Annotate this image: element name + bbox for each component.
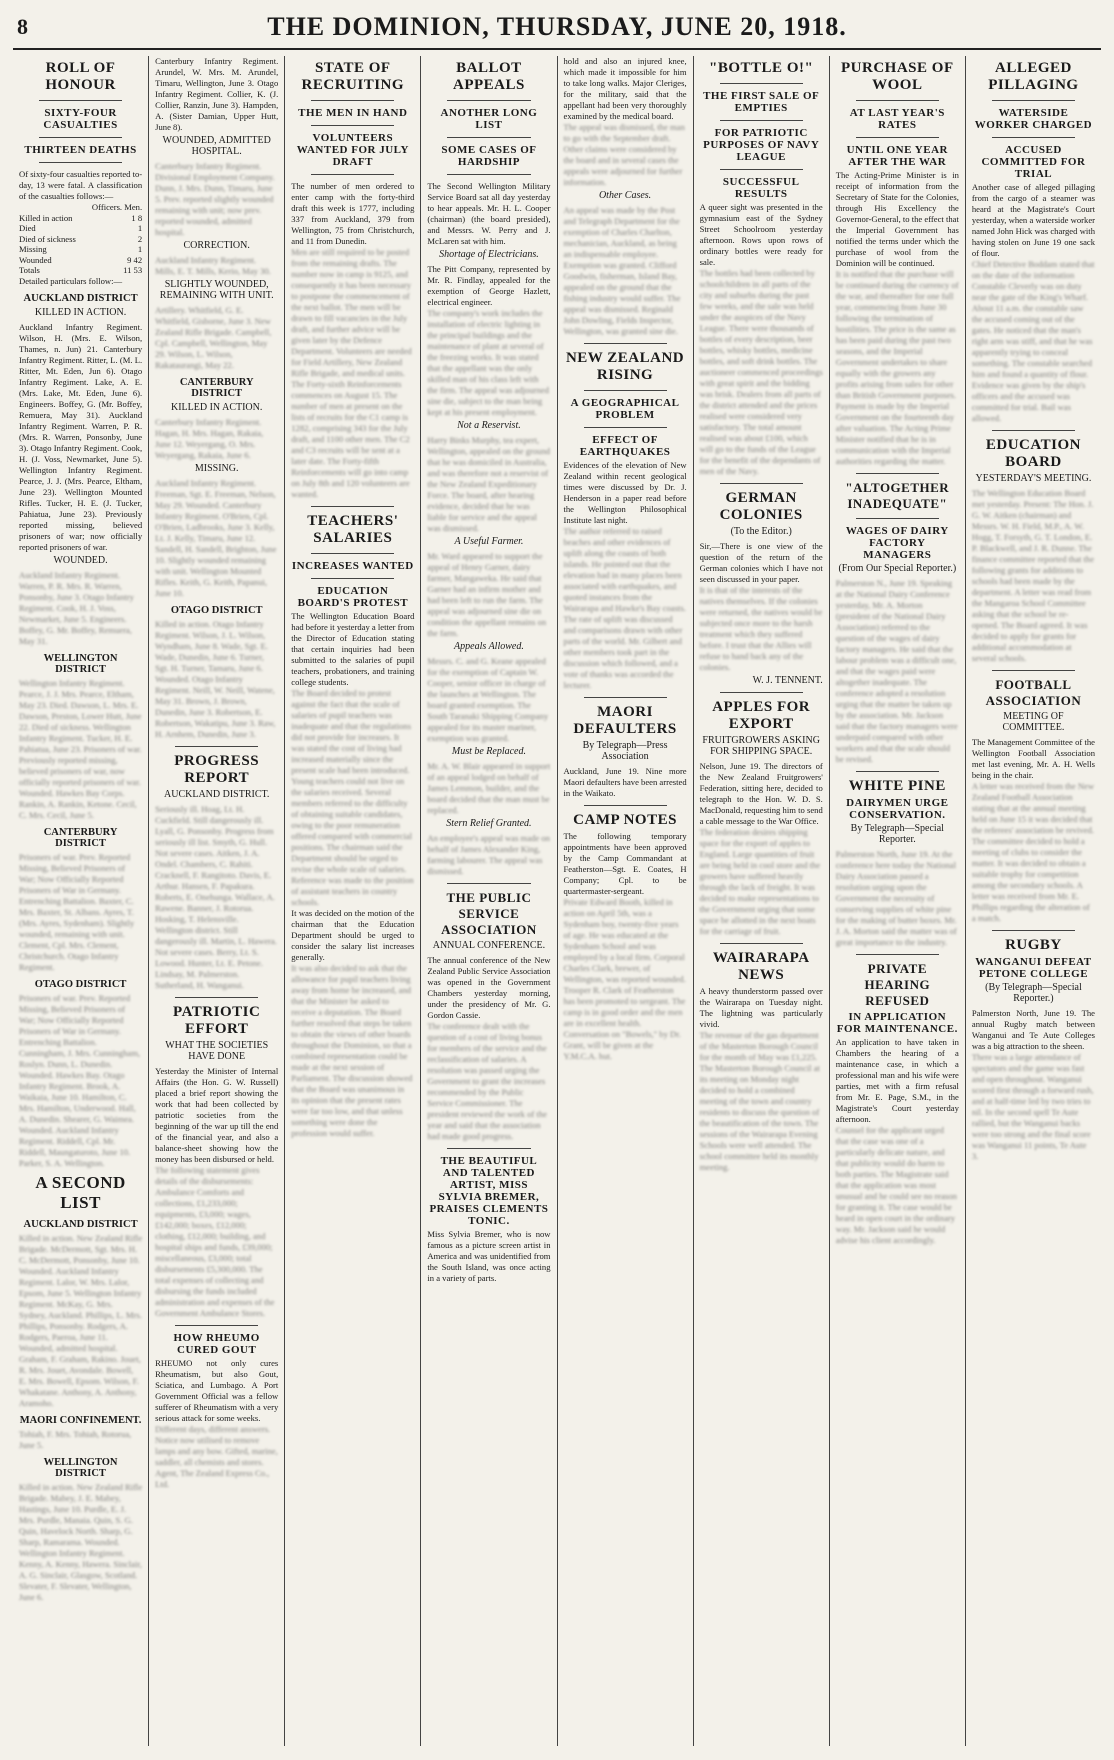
page-number: 8 bbox=[17, 14, 28, 39]
second-list-heading: A SECOND LIST bbox=[35, 1172, 126, 1212]
ballot-appeals-heading: BALLOT APPEALS bbox=[453, 60, 525, 93]
rugby-sub2: (By Telegraph—Special Reporter.) bbox=[985, 982, 1082, 1004]
deaths-subheading: THIRTEEN DEATHS bbox=[24, 144, 137, 156]
maori-defaulters-heading: MAORI DEFAULTERS bbox=[573, 704, 677, 737]
shortage-text: The Pitt Company, represented by Mr. R. Findlay, appealed for the exemption of George Hazlett, electrical engineer. bbox=[427, 264, 551, 307]
private-hearing-heading: PRIVATE HEARING REFUSED bbox=[864, 961, 931, 1008]
increases-wanted-sub: INCREASES WANTED bbox=[291, 560, 414, 572]
district-heading: WELLINGTON DISTRICT bbox=[43, 652, 118, 675]
pillaging-text: Another case of alleged pillaging from the cargo of a steamer was heard at the Magistrate's Court yesterday, when a waterside worker named John Hick was charged with having stolen on June 19 one sack of flour. bbox=[971, 182, 1095, 258]
table-row: Wounded 9 42 bbox=[19, 254, 143, 265]
casualty-table bbox=[19, 202, 142, 276]
roll-of-honour-heading: ROLL OF HONOUR bbox=[45, 60, 116, 93]
rugby-heading: RUGBY bbox=[1005, 937, 1062, 953]
sylvia-bremer-heading: THE BEAUTIFUL AND TALENTED ARTIST, MISS SYLVIA BREMER, PRAISES CLEMENTS TONIC. bbox=[429, 1155, 549, 1227]
education-board-sub: YESTERDAY'S MEETING. bbox=[975, 473, 1092, 484]
rugby-text: Palmerston North, June 19. The annual Rugby match between Wanganui and Te Aute Colleges was a big attraction to the sheen. bbox=[971, 1008, 1095, 1051]
men-in-hand-sub: THE MEN IN HAND bbox=[298, 107, 408, 119]
german-colonies-text: Sir,—There is one view of the question of the return of the German colonies which I have not seen discussed in your paper. bbox=[699, 541, 823, 584]
wairarapa-news-text: A heavy thunderstorm passed over the Wairarapa on Tuesday night. The lightning was particularly vivid. bbox=[699, 986, 823, 1029]
not-reservist-sub: Not a Reservist. bbox=[457, 420, 521, 431]
nz-rising-text: Evidences of the elevation of New Zealand within recent geological times were discussed by Dr. J. Henderson in a paper read before the Wellington Philosophical Institute last night. bbox=[563, 460, 687, 525]
football-association-heading: FOOTBALL ASSOCIATION bbox=[985, 677, 1082, 708]
shortage-sub: Shortage of Electricians. bbox=[439, 249, 539, 260]
german-colonies-heading: GERMAN COLONIES bbox=[719, 490, 803, 523]
table-row: Killed in action 1 8 bbox=[19, 212, 143, 223]
missing-heading: MISSING. bbox=[194, 463, 239, 474]
sylvia-bremer-text: Miss Sylvia Bremer, who is now famous as a picture screen artist in America and was unidentified from the South Island, was once acting in a variety of parts. bbox=[427, 1229, 551, 1283]
last-years-rates-sub: AT LAST YEAR'S RATES bbox=[849, 107, 945, 131]
casualties-subheading: SIXTY-FOUR CASUALTIES bbox=[43, 107, 118, 131]
progress-report-heading: PROGRESS REPORT bbox=[174, 753, 260, 786]
volunteers-sub: VOLUNTEERS WANTED FOR JULY DRAFT bbox=[296, 132, 409, 168]
patriotic-effort-heading: PATRIOTIC EFFORT bbox=[173, 1004, 261, 1037]
column-5: hold and also an injured knee, which made it impossible for him to take long walks. Major Cleriges, for the military, said that the appellant had been very thoroughly examined by the medical board. The appeal was dismissed, the man to go with the September draft. Other claims were considered by the board and in several cases the appeals were adjourned for further information. Other Cases. An appeal was made by the Post and Telegraph Department for the exemption of Charles Charlton, mechanician, Auckland, as being an indispensable employee. Exemption was granted. Clifford Goodwin, fisherman, Island Bay, appealed on the ground that the fishing industry would suffer. The appeal was dismissed. Reginald John Dowling, Fields Inspector, Wellington, was granted sine die. NEW ZEALAND RISING A GEOGRAPHICAL PROBLEM EFFECT OF EARTHQUAKES Evidences of the elevation of New Zealand within recent geological times were discussed by Dr. J. Henderson in a paper read before the Wellington Philosophical Institute last night. The author referred to raised beaches and other evidences of uplift along the coasts of both islands. He pointed out that the elevation had in many places been associated with earthquakes, and quoted instances from the Wairarapa and Hawke's Bay coasts. The rate of uplift was discussed and comparisons drawn with other parts of the world. Mr. Gilbert and other members took part in the discussion which followed, and a vote of thanks was accorded the lecturer. MAORI DEFAULTERS By Telegraph—Press Association Auckland, June 19. Nine more Maori defaulters have been arrested in the Waikato. CAMP NOTES The following temporary appointments have been approved by the Camp Commandant at Featherston—Sgt. E. Coates, H Company; Cpl. to be quartermaster-sergeant. Private Edward Booth, killed in action on April 5th, was a Sydenham boy, twenty-five years of age. He was educated at the Sydenham School and was employed by a local firm. Corporal Charles Clark, brewer, of Wellington, was reported wounded. Trooper R. Clark of Featherston has been promoted to sergeant. The camp is in good order and the men are in excellent health. Conversation on "Bowels," by Dr. Grant, will be given at the Y.M.C.A. hut. bbox=[558, 56, 694, 1746]
district-heading: AUCKLAND DISTRICT bbox=[23, 1218, 138, 1230]
column-6: "BOTTLE O!" THE FIRST SALE OF EMPTIES FOR PATRIOTIC PURPOSES OF NAVY LEAGUE SUCCESSFUL RESULTS A queer sight was presented in the gymnasium east of the Sydney Street Schoolroom yesterday afternoon. Rows upon rows of ordinary bottles were ready for sale. The bottles had been collected by schoolchildren in all parts of the city and suburbs during the past few weeks, and the sale was held under the auspices of the Navy League. There were thousands of bottles of every description, beer bottles, whisky bottles, medicine bottles, and soft drink bottles. The auctioneer commenced proceedings with great spirit and the bidding was brisk. Dealers from all parts of the district attended and the prices realised were considered very satisfactory. The total amount realised was about £100, which will go to the funds of the League for the benefit of the dependants of men of the Navy. GERMAN COLONIES (To the Editor.) Sir,—There is one view of the question of the return of the German colonies which I have not seen discussed in your paper. It is that of the interests of the natives themselves. If the colonies were returned, the natives would be subjected once more to the harsh treatment which they suffered before. I trust that the Allies will refuse to hand back any of the colonies. W. J. TENNENT. APPLES FOR EXPORT FRUITGROWERS ASKING FOR SHIPPING SPACE. Nelson, June 19. The directors of the New Zealand Fruitgrowers' Federation, sitting here, decided to telegraph to the Hon. W. D. S. MacDonald, requesting him to send a cable message to the War Office. The federation desires shipping space for the export of apples to England. Large quantities of fruit are being held in cool store and the growers have suffered heavily through the lack of freight. It was decided to make representations to the Government urging that some space be allotted in the next boats for the carriage of fruit. WAIRARAPA NEWS A heavy thunderstorm passed over the Wairarapa on Tuesday night. The lightning was particularly vivid. The revenue of the gas department of the Masterton Borough Council for the month of May was £1,225. The Masterton Borough Council at its meeting on Monday night decided to hold a combined meeting of the town and country residents to discuss the question of the beautification of the town. The sessions of the Wairarapa Evening Schools were well attended. The school committee held its monthly meeting. bbox=[694, 56, 830, 1746]
wairarapa-news-heading: WAIRARAPA NEWS bbox=[712, 950, 810, 983]
useful-farmer-sub: A Useful Farmer. bbox=[454, 536, 524, 547]
special-reporter-sub: (From Our Special Reporter.) bbox=[838, 563, 957, 574]
geographical-problem-sub: A GEOGRAPHICAL PROBLEM bbox=[570, 397, 680, 421]
waterside-worker-sub: WATERSIDE WORKER CHARGED bbox=[974, 107, 1093, 131]
killed-heading: KILLED IN ACTION. bbox=[34, 306, 127, 318]
column-3: STATE OF RECRUITING THE MEN IN HAND VOLUNTEERS WANTED FOR JULY DRAFT The number of men ordered to enter camp with the forty-third draft this week is 1777, including 337 from Auckland, 379 from Wellington, 75 from Christchurch, and 11 from Dunedin. Men are still required to be posted from the remaining drafts. The number now in camp is 9125, and consequently it has been necessary to postpone the commencement of the next ballot. The men will be drawn to fill vacancies in the July draft, and further advice will be given later by the Defence Department. Volunteers are needed for Field Artillery, New Zealand Rifle Brigade, and medical units. The Forty-sixth Reinforcements commences on August 15. The number of men at present on the lists of recruits for the C1 camp is 1282, comprising 343 for the July draft, and 1100 other men. The C2 and C3 recruits will be sent at a later date. The Forty-fifth Reinforcements will go into camp on July 8th and 120 volunteers are wanted. TEACHERS' SALARIES INCREASES WANTED EDUCATION BOARD'S PROTEST The Wellington Education Board had before it yesterday a letter from the Director of Education stating that certain inquiries had been submitted to the salaries of pupil teachers, probationers, and training college students. The Board decided to protest against the fact that the scale of salaries of pupil teachers was inadequate and that the regulations did not provide for increases. It was stated the cost of living had increased materially since the present scale had been introduced. Young teachers could not live on the salaries received. Several members referred to the difficulty of obtaining suitable candidates, owing to the poor remuneration offered compared with commercial positions. The chairman said the Department should be urged to revise the whole scale of salaries. Reference was made to the position of assistant teachers in country schools. It was decided on the motion of the chairman that the Education Department should be urged to consider the salary list increases generally. It was also decided to ask that the allowance for pupil teachers living away from home be increased, and that the Minister be asked to receive a deputation. The Board further resolved that steps be taken to obtain the views of other boards throughout the Dominion, so that a combined representation could be made at the next session of Parliament. The discussion showed that the Board was unanimous in its opinion that the present rates were far too low, and that unless something were done the profession would suffer. bbox=[285, 56, 421, 1746]
casualty-text: Auckland Infantry Regiment. Wilson, H. (Mrs. E. Wilson, Thames, n. Jun) 21. Canterbury Infantry Regiment. Ritter, L. (M. L. Ritter, Mt. Eden, Jun 6). Otago Infantry Regiment. Lake, A. E. (Mrs. Lake, Mt. Eden, June 6). Engineers. Boffey, G. (Mr. Boffey, Remuera, May 31). Auckland Infantry Regiment. Warren, P. R. (Mrs. R. Warren, Ponsonby, June 3). Otago Infantry Regiment. Cook, H. (J. Voss, Newmarket, June 5). Wellington Infantry Regiment. Pearce, J. J. (Mrs. Pearce, Eltham, June 23). Wellington Mounted Rifles. Tucker, H. E. (J. Tucker, Pahiatua, June 23). Previously reported missing, believed prisoners of war; now officially reported prisoners of war. bbox=[19, 321, 143, 552]
navy-league-sub: FOR PATRIOTIC PURPOSES OF NAVY LEAGUE bbox=[703, 127, 820, 163]
table-row: Totals 11 53 bbox=[19, 265, 143, 275]
sale-of-empties-sub: THE FIRST SALE OF EMPTIES bbox=[703, 90, 820, 114]
white-pine-sub2: By Telegraph—Special Reporter. bbox=[850, 823, 944, 845]
altogether-inadequate-heading: "ALTOGETHER INADEQUATE" bbox=[845, 480, 950, 511]
white-pine-sub: DAIRYMEN URGE CONSERVATION. bbox=[846, 797, 949, 821]
alleged-pillaging-heading: ALLEGED PILLAGING bbox=[988, 60, 1079, 93]
table-header: Officers. Men. bbox=[91, 202, 143, 212]
district-heading: OTAGO DISTRICT bbox=[170, 605, 263, 616]
table-row: Died 1 bbox=[19, 223, 143, 233]
apples-export-heading: APPLES FOR EXPORT bbox=[712, 699, 811, 732]
wool-text: The Acting-Prime Minister is in receipt of information from the Secretary of State for the Colonies, through His Excellency the Governor-General, to the effect that the Imperial Government has notified the terms under which the purchase of wool from the Dominion will be continued. bbox=[835, 170, 959, 268]
hardship-sub: SOME CASES OF HARDSHIP bbox=[441, 144, 537, 168]
column-2: Canterbury Infantry Regiment. Arundel, W. Mrs. M. Arundel, Timaru, Wellington, June 3. Otago Infantry Regiment. Collier, K. (J. Collier, Ranzin, June 3). Hampden, A. (Sister Damian, Upper Hutt, June 8). WOUNDED, ADMITTED HOSPITAL. Canterbury Infantry Regiment. Divisional Employment Company. Dunn, J. Mrs. Dunn, Timaru, June 5. Prev. reported slightly wounded remaining with unit; now prev. reported wounded, admitted hospital. CORRECTION. Auckland Infantry Regiment. Mills, E. T. Mills, Kerio, May 30. SLIGHTLY WOUNDED, REMAINING WITH UNIT. Artillery. Whitfield, G. E. Whitfield, Gisborne, June 3. New Zealand Rifle Brigade. Campbell, Cpl. Campbell, Wellington, May 29. Wilson, L. Wilson, Rakataurangi, May 22. CANTERBURY DISTRICT KILLED IN ACTION. Canterbury Infantry Regiment. Hagan, H. Mrs. Hagan, Rakaia, June 12. Weyergang, O. Mrs. Weyergang, Rakaia, June 6. MISSING. Auckland Infantry Regiment. Freeman, Sgt. E. Freeman, Nelson, May 29. Wounded. Canterbury Infantry Regiment. O'Brien, Cpl. O'Brien, Ladbrooks, June 3. Kelly, Lt. J. Kelly, Timaru, June 12. Sandell, H. Sandell, Brighton, June 10. Slightly wounded remaining with unit. Wellington Mounted Rifles. Keith, G. Keith, Papanui, June 10. OTAGO DISTRICT Killed in action. Otago Infantry Regiment. Wilson, J. L. Wilson, Wyndham, June 8. Wade, Sgt. E. Wade, Dunedin, June 6. Turner, Sgt. H. Turner, Tamaru, June 6. Wounded. Otago Infantry Regiment. Neill, W. Neill, Watene, May 31. Brown, J. Brown, Dunedin, June 3. Robertson, E. Robertson, Wakatipu, June 3. Raw, H. Arnhem, Dunedin, June 3. PROGRESS REPORT AUCKLAND DISTRICT. Seriously ill. Hoag, Lt. H. Cuckfield. Still dangerously ill. Lyall, G. Ponsonby. Progress from seriously ill list. Smyth, G. Hull. Not severe cases. Aitken, J. A. Ondel. Chambers, C. Rahiti. Cracknell, F. Rangitoto. Davis, E. Arthur. Hansen, F. Papakura. Roberts, E. Onehunga. Wallace, A. Rawene. Banner, J. Rotorua. Hosking, T. Helensville. Wellington district. Still dangerously ill. Martin, L. Hawera. Not severe cases. Berry, Lt. S. Lowood. Hunter, Lt. E. Petone. Lindsay, M. Palmerston. Sutherland, H. Wanganui. PATRIOTIC EFFORT WHAT THE SOCIETIES HAVE DONE Yesterday the Minister of Internal Affairs (the Hon. G. W. Russell) placed a brief report showing the work that had been collected by patriotic societies from the beginning of the war up till the end of the financial year, and also a balance-sheet showing how the money has been disbursed or held. The following statement gives details of the disbursements: Ambulance Comforts and collections, £1,233,000; equipments, £3,000; wages, £142,000; boxes, £12,000; clothing, £12,000; building, and hospital ships and funds, £39,000; miscellaneous, £3,000; total disbursements £5,300,000. The total expenses of collecting and disbursing the funds included administration and expenses of the Government Ambulance Stores. HOW RHEUMO CURED GOUT RHEUMO not only cures Rheumatism, but also Gout, Sciatica, and Lumbago. A Port Government Official was a fellow sufferer of Rheumatism with a very serious attack for some weeks. Different days, different answers. Notice now utilised to remove lamps and any bow. Gifted, marine, saddler, all chemists and stores. Agent, The Zealand Express Co., Ltd. bbox=[149, 56, 285, 1746]
teachers-salaries-heading: TEACHERS' SALARIES bbox=[307, 513, 399, 546]
must-be-replaced-sub: Must be Replaced. bbox=[451, 746, 526, 757]
table-row: Missing 1 bbox=[19, 244, 143, 254]
bottle-o-heading: "BOTTLE O!" bbox=[709, 60, 814, 76]
private-hearing-text: An application to have taken in Chambers the hearing of a maintenance case, in which a professional man and his wife were parties, met with a firm refusal from Mr. E. Page, S.M., in the Magistrate's Court yesterday afternoon. bbox=[835, 1037, 959, 1124]
masthead-title: THE DOMINION, THURSDAY, JUNE 20, 1918. bbox=[267, 12, 847, 41]
rugby-sub: WANGANUI DEFEAT PETONE COLLEGE bbox=[975, 956, 1092, 980]
german-colonies-sub: (To the Editor.) bbox=[730, 526, 792, 537]
maintenance-sub: IN APPLICATION FOR MAINTENANCE. bbox=[836, 1011, 958, 1035]
earthquakes-sub: EFFECT OF EARTHQUAKES bbox=[579, 434, 671, 458]
annual-conference-sub: ANNUAL CONFERENCE. bbox=[432, 940, 546, 951]
maori-defaulters-text: Auckland, June 19. Nine more Maori defaulters have been arrested in the Waikato. bbox=[563, 766, 687, 798]
rheumo-heading: HOW RHEUMO CURED GOUT bbox=[173, 1332, 260, 1356]
until-after-war-sub: UNTIL ONE YEAR AFTER THE WAR bbox=[846, 144, 948, 168]
district-heading: CANTERBURY DISTRICT bbox=[179, 377, 254, 399]
education-board-heading: EDUCATION BOARD bbox=[985, 437, 1081, 470]
column-1: ROLL OF HONOUR SIXTY-FOUR CASUALTIES THIRTEEN DEATHS Of sixty-four casualties reported to-day, 13 were fatal. A classification of the casualties follows:— Officers. Men. Killed in action 1 8 Died 1 Died of sickness 2 Missing 1 Wounded 9 42 Totals 11 53 Detailed particulars follow:— AUCKLAND DISTRICT KILLED IN ACTION. Auckland Infantry Regiment. Wilson, H. (Mrs. E. Wilson, Thames, n. Jun) 21. Canterbury Infantry Regiment. Ritter, L. (M. L. Ritter, Mt. Eden, Jun 6). Otago Infantry Regiment. Lake, A. E. (Mrs. Lake, Mt. Eden, June 6). Engineers. Boffey, G. (Mr. Boffey, Remuera, May 31). Auckland Infantry Regiment. Warren, P. R. (Mrs. R. Warren, Ponsonby, June 3). Otago Infantry Regiment. Cook, H. (J. Voss, Newmarket, June 5). Wellington Infantry Regiment. Pearce, J. J. (Mrs. Pearce, Eltham, June 23). Wellington Mounted Rifles. Tucker, H. E. (J. Tucker, Pahiatua, June 23). Previously reported missing, believed prisoners of war; now officially reported prisoners of war. WOUNDED. Auckland Infantry Regiment. Warren, P. R. Mrs. R. Warren, Ponsonby, June 3. Otago Infantry Regiment. Cook, H. J. Voss, Newmarket, June 5. Engineers. Boffey, G. Mr. Boffey, Remuera, May 31. WELLINGTON DISTRICT Wellington Infantry Regiment. Pearce, J. J. Mrs. Pearce, Eltham, May 23. Died. Dawson, L. Mrs. E. Dawson, Preston, Lower Hutt, June 22. Died of sickness. Wellington Infantry Regiment. Tucker, H. E. Pahiatua, June 23. Prisoners of war. Previously reported missing, believed prisoners of war, now officially reported prisoners of war. Wounded. Hawkes Bay Corps. Rankin, A. Rankin, Ketone. Cecil, C. Mrs. Cecil, June 5. CANTERBURY DISTRICT Prisoners of war. Prev. Reported Missing, Believed Prisoners of War; Now Officially Reported Prisoners of War in Germany. Entrenching Battalion. Baxter, C. Mrs. Baxter, St. Albans. Ayres, T. (Mrs. Ayres, Sydenham). Slightly wounded, remaining with unit. Clement, Cpl. Mrs. Clement, Christchurch. Otago Infantry Regiment. OTAGO DISTRICT Prisoners of war. Prev. Reported Missing, Believed Prisoners of War; Now Officially Reported Prisoners of War in Germany. Entrenching Battalion. Cunningham, J. Mrs. Cunningham, Roslyn. Dunn, L. Dunedin. Wounded. Hawkes Bay. Otago Infantry Regiment. Brook, A. Waikaia, June 10. Hamilton, C. Mrs. Hamilton, Underwood. Hall, A. Dunedin. Shearer, G. Waimea. Wounded. Auckland Infantry Regiment. Riddell, Cpl. Mr. Riddell, Maungaturoto, June 10. Parker, S. A. Wellington. A SECOND LIST AUCKLAND DISTRICT Killed in action. New Zealand Rifle Brigade. McDermott, Sgt. Mrs. H. C. McDermott, Ponsonby, June 10. Wounded. Auckland Infantry Regiment. Lalor, W. Mrs. Lalor, Epsom, June 5. Wellington Infantry Regiment. McKay, G. Mrs. Sydney, Auckland. Phillips, L. Mrs. Phillips, Ponsonby. Rodgers, A. Rodgers, Paeroa, June 11. Wounded, admitted hospital. Graham, F. Graham, Rakino. Jouet, R. Mrs. Jouet, Avondale. Bowell, E. Mrs. Bowell, Epsom. Wilson, F. Whakatane. Anthony, A. Anthony, Aramoho. MAORI CONFINEMENT. Tohiah, F. Mrs. Tohiah, Rotorua, June 5. WELLINGTON DISTRICT Killed in action. New Zealand Rifle Brigade. Mabey, J. E. Mabey, Hastings, June 10. Purdle, E. J. Mrs. Purdle, Manaia. Quin, S. G. Quin, Havelock North. Sharp, G. Sharp, Ramarama. Wounded. Wellington Infantry Regiment. Kenny, A. Kenny, Hawera. Sinclair, A. G. Sinclair, Glasgow, Scotland. Slevater, F. Slevater, Wellington, June 6. bbox=[13, 56, 149, 1746]
public-service-text: The annual conference of the New Zealand Public Service Association was opened in the Government Chambers yesterday morning, under the presidency of Mr. G. Gordon Cassie. bbox=[427, 955, 551, 1020]
ballot-text-cont: hold and also an injured knee, which made it impossible for him to take long walks. Major Cleriges, for the military, said that the appellant had been very thoroughly examined by the medical board. bbox=[563, 56, 687, 121]
column-8: ALLEGED PILLAGING WATERSIDE WORKER CHARGED ACCUSED COMMITTED FOR TRIAL Another case of alleged pillaging from the cargo of a steamer was heard at the Magistrate's Court yesterday, when a waterside worker named John Hick was charged with having stolen on June 19 one sack of flour. Chief Detective Boddam stated that on the date of the information Constable Cleverly was on duty near the gate of the King's Wharf. About 11 a.m. the constable saw the accused coming out of the gates. He noticed that the man's right arm was stiff, and that he was apparently trying to conceal something. The constable searched him and found a quantity of flour. Evidence was given by the ship's officers and the accused was committed for trial. Bail was allowed. EDUCATION BOARD YESTERDAY'S MEETING. The Wellington Education Board met yesterday. Present: The Hon. J. G. W. Aitken (chairman) and Messrs. W. H. Field, M.P., A. W. Hogg, T. Forsyth, G. T. London, E. P. Blackwell, and J. R. Dunne. The finance committee reported that the following grants for additions to schools had been made by the department. A letter was read from the Mangaroa School Committee asking that the school be re-opened. The Board agreed. It was decided to apply for grants for additional accommodation at several schools. FOOTBALL ASSOCIATION MEETING OF COMMITTEE. The Management Committee of the Wellington Football Association met last evening, Mr. A. H. Wells being in the chair. A letter was received from the New Zealand Football Association stating that at the annual meeting held on June 15 it was decided that the referees' association be revived. The committee decided to hold a meeting of clubs to consider the matter. It was decided to obtain a suitable trophy for competition among the secondary schools. A letter was received from Mr. E. Phillips regarding the alteration of a match. RUGBY WANGANUI DEFEAT PETONE COLLEGE (By Telegraph—Special Reporter.) Palmerston North, June 19. The annual Rugby match between Wanganui and Te Aute Colleges was a big attraction to the sheen. There was a large attendance of spectators and the game was fast and open throughout. Wanganui scored first through a forward rush, and at half-time led by two tries to nil. In the second spell Te Aute rallied, but the Wanganui backs were too strong and the final score was Wanganui 11 points, Te Aute 3. bbox=[971, 60, 1095, 1161]
ballot-text: The Second Wellington Military Service Board sat all day yesterday to hear appeals. Mr. H. L. Cooper (chairman) (the board presided), and Messrs. W. Perry and J. McLaren sat with him. bbox=[427, 181, 551, 246]
committed-for-trial-sub: ACCUSED COMMITTED FOR TRIAL bbox=[981, 144, 1086, 180]
newspaper-page bbox=[7, 0, 1107, 1760]
rheumo-text: RHEUMO not only cures Rheumatism, but also Gout, Sciatica, and Lumbago. A Port Government Official was a fellow sufferer of Rheumatism with a very serious attack for some weeks. bbox=[155, 1358, 279, 1423]
district-heading: CANTERBURY DISTRICT bbox=[43, 826, 118, 849]
camp-notes-text: The following temporary appointments have been approved by the Camp Commandant at Featherston—Sgt. E. Coates, H Company; Cpl. to be quartermaster-sergeant. bbox=[563, 831, 687, 896]
other-cases-sub: Other Cases. bbox=[598, 190, 652, 201]
district-heading: AUCKLAND DISTRICT bbox=[23, 292, 138, 304]
casualty-text-cont: Canterbury Infantry Regiment. Arundel, W. Mrs. M. Arundel, Timaru, Wellington, June 3. Otago Infantry Regiment. Collier, K. (J. Collier, Ranzin, June 3). Hampden, A. (Sister Damian, Upper Hutt, June 8). bbox=[155, 56, 279, 132]
nz-rising-heading: NEW ZEALAND RISING bbox=[565, 350, 685, 383]
killed-heading: KILLED IN ACTION. bbox=[171, 402, 263, 413]
recruiting-text: The number of men ordered to enter camp with the forty-third draft this week is 1777, including 337 from Auckland, 379 from Wellington, 75 from Christchurch, and 11 from Dunedin. bbox=[291, 181, 415, 246]
white-pine-heading: WHITE PINE bbox=[848, 778, 946, 794]
purchase-of-wool-heading: PURCHASE OF WOOL bbox=[841, 60, 954, 93]
long-list-sub: ANOTHER LONG LIST bbox=[440, 107, 538, 131]
column-7: PURCHASE OF WOOL AT LAST YEAR'S RATES UNTIL ONE YEAR AFTER THE WAR The Acting-Prime Minister is in receipt of information from the Secretary of State for the Colonies, through His Excellency the Governor-General, to the effect that the Imperial Government has notified the terms under which the purchase of wool from the Dominion will be continued. It is notified that the purchase will be continued during the currency of the war, and thereafter for one full year, commencing from June 30 following the termination of hostilities. The price is the same as has been paid during the past two seasons, and the Imperial Government undertakes to share equally with the growers any profits arising from sales for other than British Government purposes. Payment is made by the Imperial Government on the fourteenth day after valuation. The Acting Prime Minister notified that he is in communication with the Imperial authorities regarding the matter. "ALTOGETHER INADEQUATE" WAGES OF DAIRY FACTORY MANAGERS (From Our Special Reporter.) Palmerston N., June 19. Speaking at the National Dairy Conference yesterday, Mr. A. Morton (president of the National Dairy Association) referred to the question of the wages of dairy factory managers. He said that the labour problem was a difficult one, and that the wages paid were altogether inadequate. The conference adopted a resolution urging that the matter be taken up by the association. Mr. Jackson said that the factory managers were underpaid compared with other workers and that the scale should be revised. WHITE PINE DAIRYMEN URGE CONSERVATION. By Telegraph—Special Reporter. Palmerston North, June 19. At the conference here today the National Dairy Association passed a resolution urging upon the Government the necessity of conserving supplies of white pine for the making of butter boxes. Mr. J. A. Morton said the matter was of great importance to the industry. PRIVATE HEARING REFUSED IN APPLICATION FOR MAINTENANCE. An application to have taken in Chambers the hearing of a maintenance case, in which a professional man and his wife were parties, met with a firm refusal from Mr. E. Page, S.M., in the Magistrate's Court yesterday afternoon. Counsel for the applicant urged that the case was one of a particularly delicate nature, and that publicity would do harm to both parties. The Magistrate said that the application was most unusual and he could see no reason for granting it. The case would be heard in open court in the ordinary way. Mr. Jackson said he would advise his client accordingly. bbox=[830, 56, 966, 1746]
patriotic-effort-text: Yesterday the Minister of Internal Affairs (the Hon. G. W. Russell) placed a brief report showing the work that had been collected by patriotic societies from the beginning of the war up till the end of the financial year, and also a balance-sheet showing how the money has been disbursed or held. bbox=[155, 1066, 279, 1164]
maori-confinement-heading: MAORI CONFINEMENT. bbox=[19, 1414, 142, 1426]
district-heading: OTAGO DISTRICT bbox=[34, 978, 127, 990]
correction-heading: CORRECTION. bbox=[183, 240, 250, 251]
camp-notes-heading: CAMP NOTES bbox=[573, 812, 677, 828]
column-4: BALLOT APPEALS ANOTHER LONG LIST SOME CASES OF HARDSHIP The Second Wellington Military Service Board sat all day yesterday to hear appeals. Mr. H. L. Cooper (chairman) (the board presided), and Messrs. W. Perry and J. McLaren sat with him. Shortage of Electricians. The Pitt Company, represented by Mr. R. Findlay, appealed for the exemption of George Hazlett, electrical engineer. The company's work includes the installation of electric lighting in the principal buildings and the maintenance of plant at several of the freezing works. It was stated that the appellant was the only skilled man of his class left with the firm. The appeal was adjourned sine die, subject to the man being kept at his present employment. Not a Reservist. Harry Binks Murphy, tea expert, Wellington, appealed on the ground that he was domiciled in Australia, and was therefore not a reservist of the New Zealand Expeditionary Force. The board, after hearing evidence, decided that he was liable for service and the appeal was dismissed. A Useful Farmer. Mr. Ward appeared to support the appeal of Henry Garner, dairy farmer, Mangaweka. He said that Garner had an infirm mother and had been left to run the farm. The appeal was adjourned sine die on condition the appellant remains on the farm. Appeals Allowed. Messrs. C. and G. Keane appealed for the exemption of Captain W. Cooper, senior officer in charge of the launches at Wellington. The board granted exemption. The South Taranaki Shipping Company appealed for its master mariner, exemption was granted. Must be Replaced. Mr. A. W. Blair appeared in support of an appeal lodged on behalf of James Lemmon, builder, and the board decided that the man must be replaced. Stern Relief Granted. An employee's appeal was made on behalf of James Alexander King, farming labourer. The appeal was dismissed. THE PUBLIC SERVICE ASSOCIATION ANNUAL CONFERENCE. The annual conference of the New Zealand Public Service Association was opened in the Government Chambers yesterday morning, under the presidency of Mr. G. Gordon Cassie. The conference dealt with the question of a cost of living bonus for members of the service and the reclassification of salaries. A resolution was passed urging the Government to grant the increases recommended by the Public Service Commissioner. The president reviewed the work of the year and said that the association had made good progress. THE BEAUTIFUL AND TALENTED ARTIST, MISS SYLVIA BREMER, PRAISES CLEMENTS TONIC. Miss Sylvia Bremer, who is now famous as a picture screen artist in America and was unidentified from the South Island, was once acting in a variety of parts. bbox=[421, 56, 557, 1746]
dairy-managers-sub: WAGES OF DAIRY FACTORY MANAGERS bbox=[845, 525, 949, 561]
football-association-sub: MEETING OF COMMITTEE. bbox=[1002, 711, 1065, 733]
football-association-text: The Management Committee of the Wellington Football Association met last evening, Mr. A. H. Wells being in the chair. bbox=[971, 737, 1095, 780]
education-board-protest-sub: EDUCATION BOARD'S PROTEST bbox=[297, 585, 409, 609]
wounded-heading: WOUNDED. bbox=[53, 554, 108, 566]
apples-export-sub: FRUITGROWERS ASKING FOR SHIPPING SPACE. bbox=[702, 735, 820, 757]
progress-report-sub: AUCKLAND DISTRICT. bbox=[164, 789, 270, 800]
teachers-text-more: It was decided on the motion of the chairman that the Education Department should be urged to consider the salary list increases generally. bbox=[291, 908, 415, 962]
state-of-recruiting-heading: STATE OF RECRUITING bbox=[301, 60, 405, 93]
bottle-o-text: A queer sight was presented in the gymnasium east of the Sydney Street Schoolroom yesterday afternoon. Rows upon rows of ordinary bottles were ready for sale. bbox=[699, 202, 823, 267]
intro-text: Of sixty-four casualties reported to-day, 13 were fatal. A classification of the casualties follows:— bbox=[19, 169, 143, 201]
masthead bbox=[13, 10, 1101, 50]
slightly-wounded-heading: SLIGHTLY WOUNDED, REMAINING WITH UNIT. bbox=[159, 279, 274, 301]
teachers-text: The Wellington Education Board had before it yesterday a letter from the Director of Education stating that certain inquiries had been submitted to the salaries of pupil teachers, probationers, and training college students. bbox=[291, 611, 415, 687]
stern-relief-sub: Stern Relief Granted. bbox=[446, 818, 532, 829]
details-text: Detailed particulars follow:— bbox=[19, 275, 123, 286]
patriotic-effort-sub: WHAT THE SOCIETIES HAVE DONE bbox=[165, 1040, 269, 1062]
columns bbox=[13, 56, 1101, 1746]
maori-defaulters-sub: By Telegraph—Press Association bbox=[582, 740, 668, 762]
appeals-allowed-sub: Appeals Allowed. bbox=[454, 641, 524, 652]
successful-results-sub: SUCCESSFUL RESULTS bbox=[722, 176, 800, 200]
public-service-heading: THE PUBLIC SERVICE ASSOCIATION bbox=[441, 890, 537, 937]
wounded-admitted-heading: WOUNDED, ADMITTED HOSPITAL. bbox=[162, 135, 271, 157]
table-row: Died of sickness 2 bbox=[19, 233, 143, 244]
apples-export-text: Nelson, June 19. The directors of the New Zealand Fruitgrowers' Federation, sitting here, decided to telegraph to the Hon. W. D. S. MacDonald, requesting him to send a cable message to the War Office. bbox=[699, 761, 823, 826]
german-colonies-signature: W. J. TENNENT. bbox=[752, 675, 823, 686]
district-heading: WELLINGTON DISTRICT bbox=[43, 1456, 118, 1479]
